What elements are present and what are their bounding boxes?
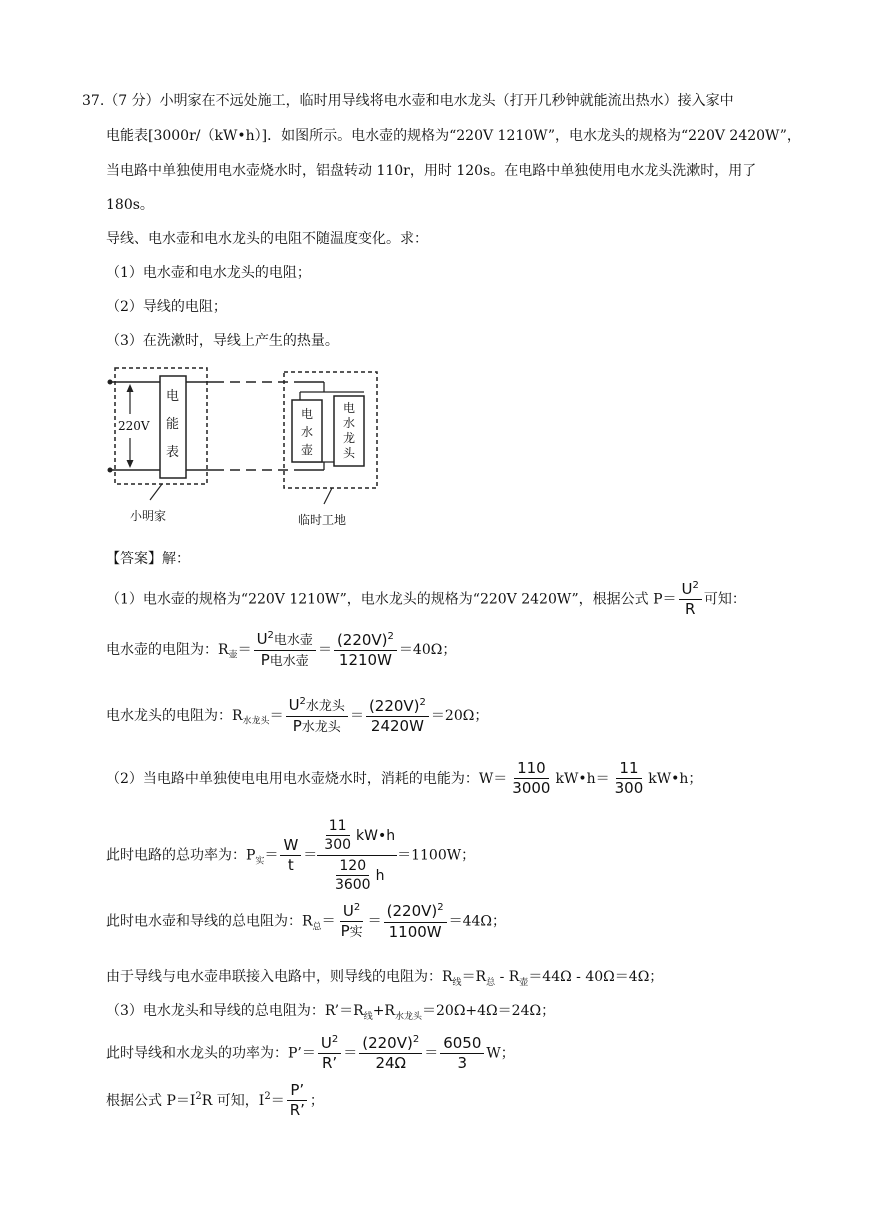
answer-step-3: （3）电水龙头和导线的总电阻为：$R’=R_线+R_{水龙头}=20\Omega+4\Omega=24\Omega$； <box>106 1003 556 1022</box>
kettle-label-3: 壶 <box>301 443 314 457</box>
p2-fraction-2: $\frac{(220V)^2}{24\Omega}$ <box>359 1034 422 1073</box>
energy-fraction-2: $\frac{11}{300}$ <box>614 759 644 798</box>
problem-line-2: 电能表[3000r/（kW•h）]．如图所示。电水壶的规格为“220V 1210W”，电水龙头的规格为“220V 2420W”， <box>106 128 801 144</box>
current-fraction: $\frac{P’}{R’}$ <box>287 1082 308 1120</box>
kettle-fraction-1: $\frac{U^2电水壶}{\text{P电水壶}}$ <box>254 630 316 670</box>
question-1: （1）电水壶和电水龙头的电阻； <box>106 265 311 281</box>
faucet-resistance-line: 电水龙头的电阻为：$R_{水龙头}=$ $\frac{U^2水龙头}{\text{P水龙头}}$ ＝ $\frac{(220V)^2}{2420W}$ ＝20Ω； <box>106 696 489 735</box>
total-fraction-2: $\frac{(220V)^2}{1100W}$ <box>384 902 447 941</box>
kettle-fraction-2: $\frac{(220V)^2}{1210W}$ <box>334 631 397 670</box>
meter-label-2: 能 <box>166 417 180 432</box>
meter-label-3: 表 <box>166 445 180 460</box>
total-fraction-1: $\frac{U^2}{\text{P实}}$ <box>340 902 363 941</box>
faucet-label-4: 头 <box>343 446 356 460</box>
faucet-label-1: 电 <box>343 401 356 415</box>
site-label: 临时工地 <box>298 513 347 527</box>
kettle-label-1: 电 <box>301 407 314 421</box>
home-label: 小明家 <box>130 509 167 523</box>
problem-line-4: 180s。 <box>106 197 154 213</box>
wire-resistance-line: 由于导线与电水壶串联接入电路中，则导线的电阻为：$R_线=R_总 - R_壶=44\Omega - 40\Omega=4\Omega$； <box>106 969 664 988</box>
total-resistance-line: 此时电水壶和导线的总电阻为：$R_总=$ $\frac{U^2}{\text{P实}}$ ＝ $\frac{(220V)^2}{1100W}$ ＝44Ω； <box>106 902 507 941</box>
energy-fraction-1: $\frac{110}{3000}$ <box>512 759 551 798</box>
faucet-fraction-2: $\frac{(220V)^2}{2420W}$ <box>366 697 429 736</box>
circuit-diagram <box>102 362 392 532</box>
kettle-resistance-line: 电水壶的电阻为：$R_壶=$ $\frac{U^2电水壶}{\text{P电水壶}}$ ＝ $\frac{(220V)^2}{1210W}$ ＝40Ω； <box>106 630 457 669</box>
kettle-label-2: 水 <box>301 425 314 439</box>
power-nested-fraction: $\frac{11}{300}$ kW•h $\frac{120}{3600}$ h <box>317 818 397 893</box>
voltage-label: 220V <box>118 419 150 433</box>
faucet-wire-power-line: 此时导线和水龙头的功率为：P’＝ $\frac{U^2}{R’}$ ＝ $\frac{(220V)^2}{24\Omega}$ ＝ $\frac{6050}{3}$ W； <box>106 1033 515 1073</box>
p2-fraction-3: $\frac{6050}{3}$ <box>440 1035 484 1073</box>
p2-fraction-1: $\frac{U^2}{R’}$ <box>318 1034 341 1073</box>
faucet-fraction-1: $\frac{U^2水龙头}{\text{P水龙头}}$ <box>286 696 348 736</box>
answer-step-2: （2）当电路中单独使电电用电水壶烧水时，消耗的电能为：W＝ $\frac{110}{3000}$ kW•h＝ $\frac{11}{300}$ kW•h； <box>106 759 703 798</box>
problem-line-1: 37.（7 分）小明家在不远处施工，临时用导线将电水壶和电水龙头（打开几秒钟就能流出热水）接入家中 <box>82 93 734 109</box>
meter-label-1: 电 <box>166 389 180 404</box>
faucet-label-3: 龙 <box>343 431 356 445</box>
answer-step-1: （1）电水壶的规格为“220V 1210W”，电水龙头的规格为“220V 2420W”，根据公式 P＝ $\frac{U^2}{R}$ 可知： <box>106 580 746 619</box>
faucet-label-2: 水 <box>343 416 356 430</box>
power-formula-fraction: $\frac{U^2}{R}$ <box>679 580 702 619</box>
total-power-line: 此时电路的总功率为：$P_实=$ $\frac{W}{t}$ ＝ $\frac{11}{300}$ kW•h $\frac{120}{3600}$ h ＝1100W； <box>106 818 476 894</box>
question-2: （2）导线的电阻； <box>106 299 227 315</box>
answer-header: 【答案】解： <box>106 551 190 567</box>
current-formula-line: 根据公式 $P=I^2R$ 可知，$I^2=$ $\frac{P’}{R’}$ ； <box>106 1081 324 1120</box>
problem-line-5: 导线、电水壶和电水龙头的电阻不随温度变化。求： <box>106 231 428 247</box>
power-w-over-t: $\frac{W}{t}$ <box>280 837 301 875</box>
problem-line-3: 当电路中单独使用电水壶烧水时，铝盘转动 110r，用时 120s。在电路中单独使用电水龙头洗漱时，用了 <box>106 163 757 179</box>
question-3: （3）在洗漱时，导线上产生的热量。 <box>106 333 339 349</box>
